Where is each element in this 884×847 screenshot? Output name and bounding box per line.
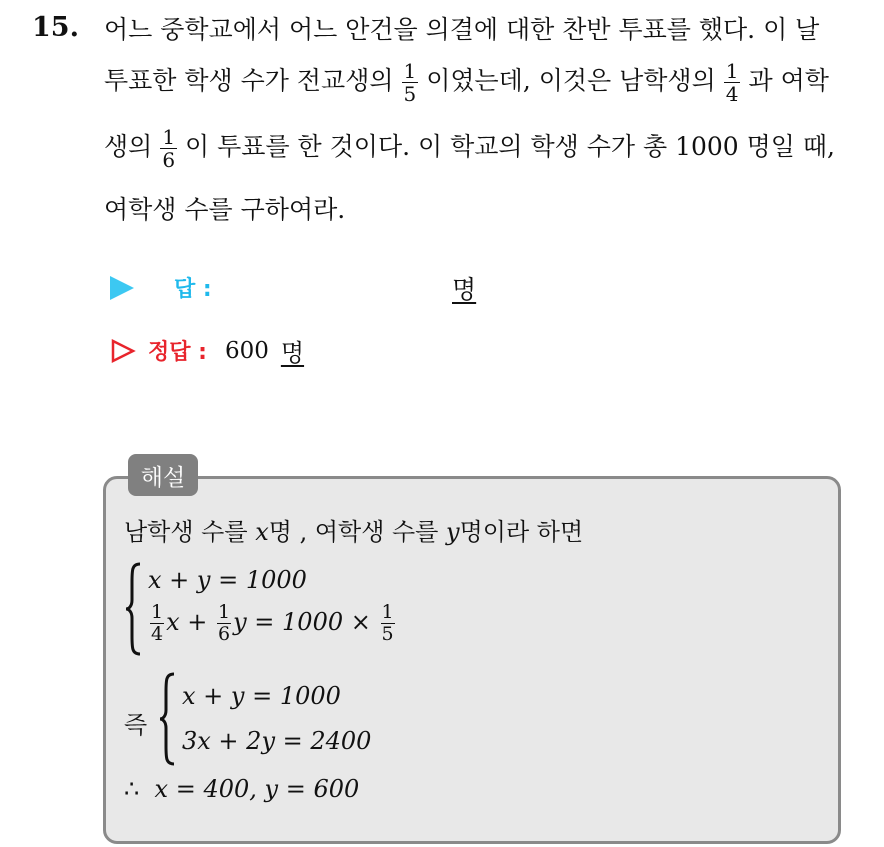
answer-label: 답 :	[174, 277, 212, 302]
left-brace-icon	[158, 672, 178, 766]
correct-answer-value: 600	[224, 337, 269, 364]
system2-equation-2: 3x + 2y = 2400	[182, 727, 372, 755]
question-number: 15.	[32, 12, 79, 43]
correct-answer-row	[110, 333, 304, 368]
question-text: 여학생 수를 구하여라.	[104, 195, 346, 224]
outline-triangle-icon	[110, 338, 136, 364]
question-text: 어느 중학교에서 어느 안건을 의결에 대한 찬반 투표를 했다. 이 날	[104, 15, 820, 44]
answer-unit: 명	[452, 275, 477, 304]
question-text: 투표한 학생 수가 전교생의	[104, 66, 394, 95]
question-line-3	[104, 126, 835, 171]
answer-row	[110, 272, 212, 303]
system1-equation-2: $\frac{1}{4}$ x + $\frac{1}{6}$ y = 1000 × $\frac{1}{5}$	[151, 601, 394, 645]
question-text: 이였는데, 이것은 남학생의	[426, 66, 716, 95]
question-text: 이 투표를 한 것이다. 이 학교의 학생 수가 총 1000 명일 때,	[185, 132, 835, 161]
solution-line-1: 남학생 수를 x명 , 여학생 수를 y명이라 하면	[124, 518, 584, 546]
fraction-one-fourth: $\frac{1}{4}$	[725, 59, 739, 106]
question-text: 생의	[104, 132, 153, 161]
therefore-symbol: ∴	[124, 775, 140, 803]
question-text: 과 여학	[748, 66, 829, 95]
question-line-4	[104, 190, 345, 230]
fraction-one-sixth: $\frac{1}{6}$	[162, 125, 176, 172]
left-brace-icon	[124, 562, 144, 656]
correct-answer-label: 정답 :	[148, 340, 207, 365]
fraction-one-fifth: $\frac{1}{5}$	[403, 59, 417, 106]
play-triangle-icon	[110, 276, 134, 300]
system2-prefix: 즉	[124, 711, 148, 739]
correct-answer-unit: 명	[280, 339, 305, 367]
question-line-2	[104, 60, 829, 105]
question-line-1	[104, 10, 819, 50]
system1-equation-1: x + y = 1000	[148, 566, 307, 594]
solution-tag: 해설	[128, 454, 198, 496]
solution-result: ∴ x = 400, y = 600	[124, 775, 360, 803]
system2-equation-1: x + y = 1000	[182, 682, 341, 710]
